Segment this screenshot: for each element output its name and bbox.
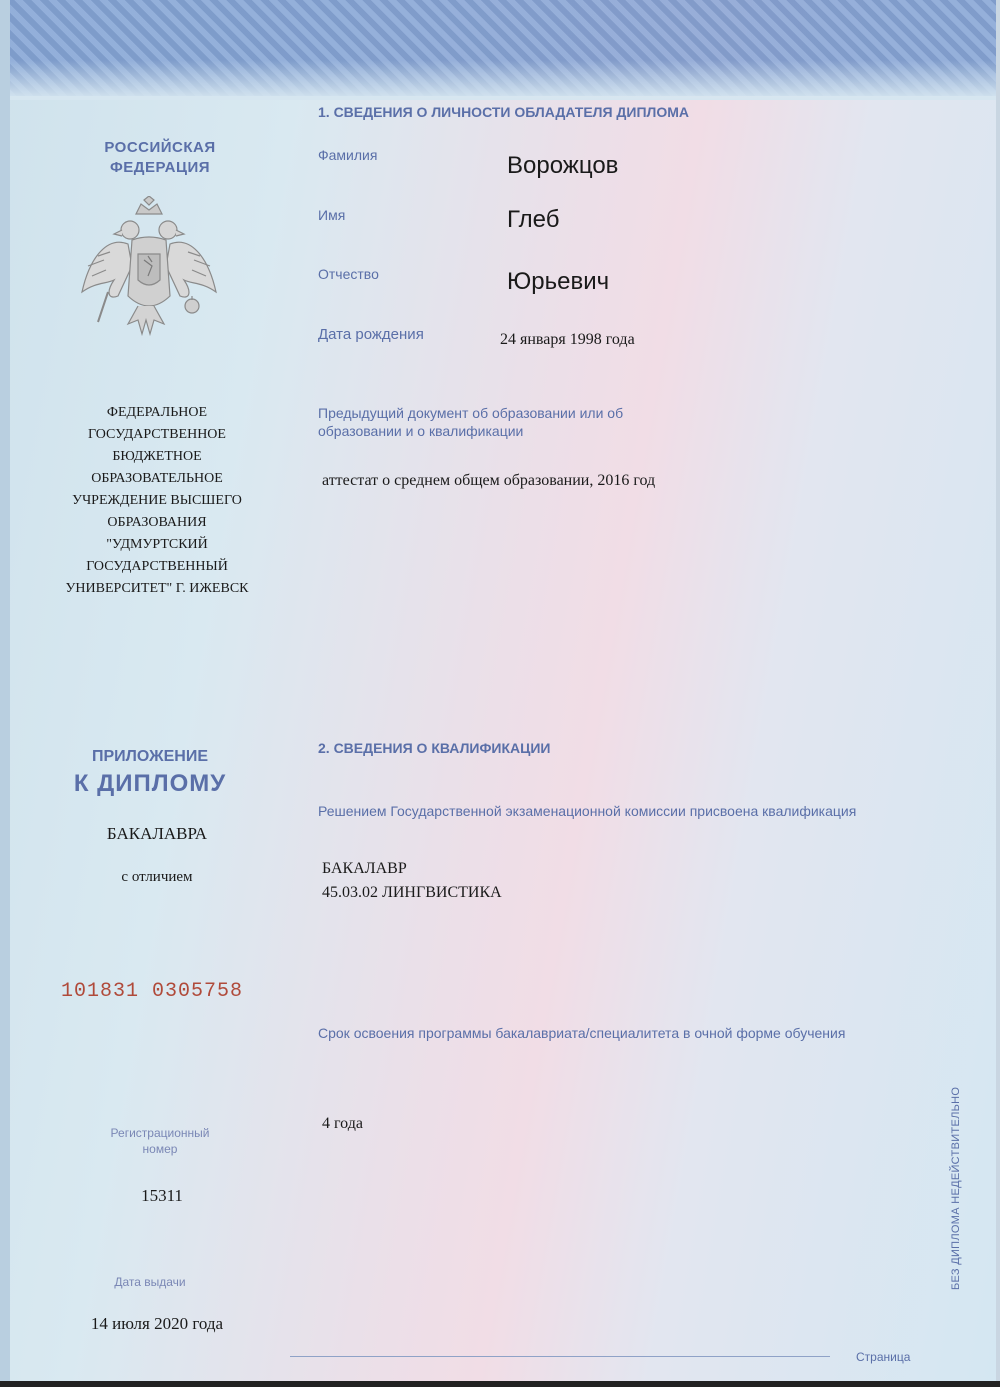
duration-value: 4 года	[322, 1115, 363, 1132]
surname-label: Фамилия	[318, 147, 378, 163]
country-name: РОССИЙСКАЯ ФЕДЕРАЦИЯ	[104, 139, 216, 176]
issue-date-label: Дата выдачи	[114, 1275, 186, 1289]
invalid-without-diploma-note: БЕЗ ДИПЛОМА НЕДЕЙСТВИТЕЛЬНО	[950, 1086, 962, 1290]
birth-date-value: 24 января 1998 года	[500, 331, 635, 348]
registration-number: 15311	[141, 1186, 183, 1205]
honors-note: с отличием	[121, 869, 193, 885]
banner-fade	[0, 60, 1000, 100]
specialty-value: 45.03.02 ЛИНГВИСТИКА	[322, 884, 502, 901]
footer-line	[290, 1356, 830, 1357]
decision-label: Решением Государственной экзаменационной комиссии присвоена квалификация	[318, 803, 857, 819]
right-edge	[996, 0, 1000, 1387]
left-edge	[0, 0, 10, 1387]
patronymic-value: Юрьевич	[507, 268, 610, 295]
name-value: Глеб	[507, 206, 560, 233]
issue-date: 14 июля 2020 года	[90, 1314, 224, 1333]
birth-date-label: Дата рождения	[318, 326, 424, 343]
russian-coat-of-arms-icon	[78, 196, 220, 346]
bottom-edge	[0, 1381, 1000, 1387]
degree-level: БАКАЛАВРА	[106, 824, 208, 843]
surname-value: Ворожцов	[507, 152, 619, 179]
appendix-title-line1: ПРИЛОЖЕНИЕ	[92, 748, 208, 765]
duration-label: Срок освоения программы бакалавриата/специалитета в очной форме обучения	[318, 1025, 846, 1041]
university-name: ФЕДЕРАЛЬНОЕ ГОСУДАРСТВЕННОЕ БЮДЖЕТНОЕ ОБРАЗОВАТЕЛЬНОЕ УЧРЕЖДЕНИЕ ВЫСШЕГО ОБРАЗОВАНИЯ "УДМУРТСКИЙ ГОСУДАРСТВЕННЫЙ УНИВЕРСИТЕТ" Г. ИЖЕВСК	[65, 405, 249, 596]
name-label: Имя	[318, 207, 346, 223]
appendix-title-line2: К ДИПЛОМУ	[73, 770, 227, 797]
registration-label: Регистрационный номер	[110, 1126, 210, 1156]
previous-document-label: Предыдущий документ об образовании или об образовании и о квалификации	[318, 405, 624, 439]
section2-title: 2. СВЕДЕНИЯ О КВАЛИФИКАЦИИ	[318, 740, 551, 756]
patronymic-label: Отчество	[318, 266, 379, 282]
page-label: Страница	[856, 1350, 911, 1364]
section1-title: 1. СВЕДЕНИЯ О ЛИЧНОСТИ ОБЛАДАТЕЛЯ ДИПЛОМА	[318, 104, 690, 120]
previous-document-value: аттестат о среднем общем образовании, 2016 год	[322, 472, 656, 489]
serial-number: 101831 0305758	[60, 980, 244, 1003]
qualification-value: БАКАЛАВР	[322, 860, 407, 877]
